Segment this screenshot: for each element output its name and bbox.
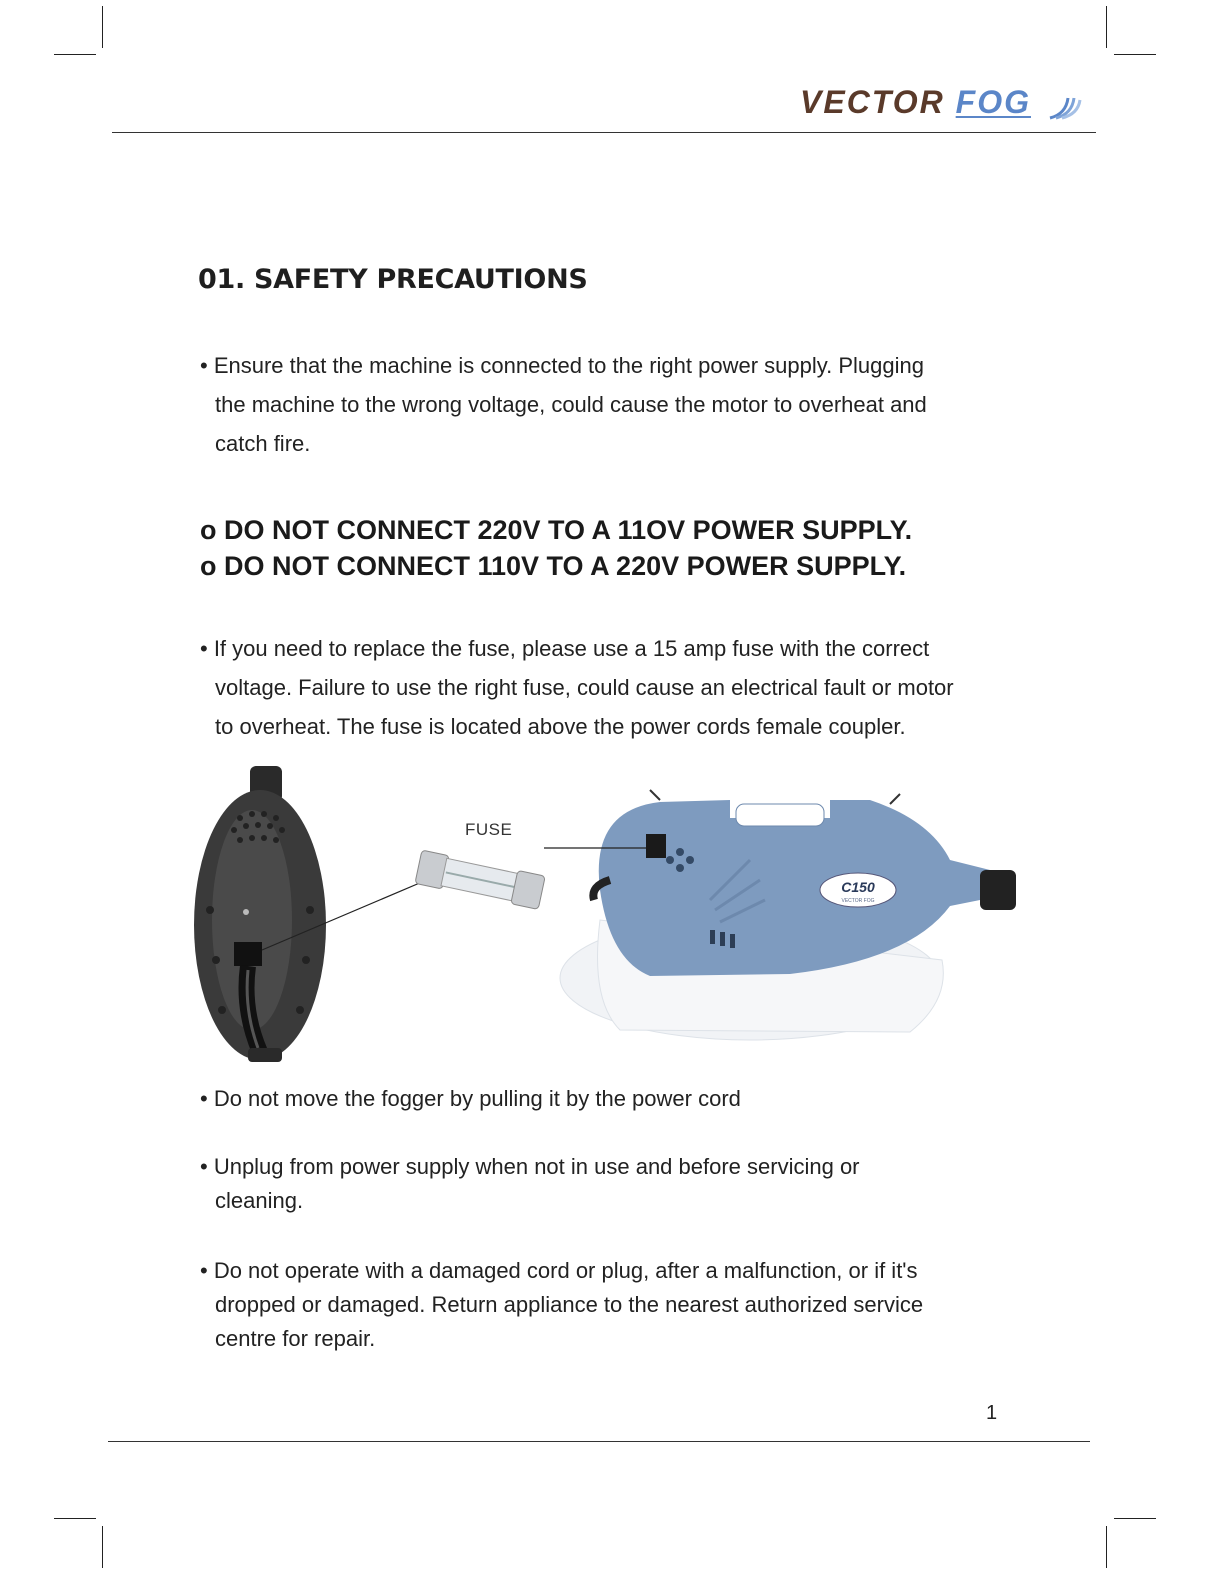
bullet-line: centre for repair. [215,1326,376,1351]
crop-mark-bottom-right-v [1106,1526,1107,1568]
logo-swoosh-icon [1048,96,1082,120]
bullet-line: to overheat. The fuse is located above the power cords female coupler. [215,714,906,739]
bullet-damaged-cord [200,1254,1040,1356]
bullet-power-cord [200,1081,1040,1117]
badge-subtext: VECTOR FOG [841,898,875,904]
warning-line: o DO NOT CONNECT 220V TO A 11OV POWER SUPPLY. [200,515,913,545]
crop-mark-top-left-v [102,6,103,48]
bullet-line: the machine to the wrong voltage, could cause the motor to overheat and [215,392,927,417]
vector-fog-logo [800,84,1100,132]
fuse-icon [415,850,545,909]
crop-mark-top-right-v [1106,6,1107,48]
warning-line: o DO NOT CONNECT 110V TO A 220V POWER SUPPLY. [200,551,907,581]
fogger-illustration [190,760,1030,1070]
bullet-unplug [200,1150,1040,1218]
footer-rule [108,1441,1090,1442]
bullet-line: • Do not move the fogger by pulling it by the power cord [200,1086,741,1111]
header-rule [112,132,1096,133]
crop-mark-bottom-right-h [1114,1518,1156,1519]
crop-mark-top-right-h [1114,54,1156,55]
fogger-side-view [560,790,1016,1040]
bullet-line: • Ensure that the machine is connected to the right power supply. Plugging [200,353,924,378]
logo-primary-text: VECTOR [800,84,945,120]
model-badge: C150 [841,879,875,895]
crop-mark-top-left-h [54,54,96,55]
fuse-figure [190,760,1030,1070]
bullet-power-supply [200,346,1040,463]
fogger-rear-view [194,766,326,1062]
crop-mark-bottom-left-v [102,1526,103,1568]
bullet-line: catch fire. [215,431,311,456]
page-number: 1 [986,1402,998,1424]
bullet-line: • Do not operate with a damaged cord or plug, after a malfunction, or if it's [200,1258,918,1283]
section-title: 01. SAFETY PRECAUTIONS [198,264,588,295]
bullet-line: • If you need to replace the fuse, please use a 15 amp fuse with the correct [200,636,930,661]
bullet-fuse-note [200,629,1040,746]
bullet-line: dropped or damaged. Return appliance to the nearest authorized service [215,1292,924,1317]
fuse-label: FUSE [465,820,513,839]
crop-mark-bottom-left-h [54,1518,96,1519]
logo-secondary-text: FOG [955,84,1031,120]
bullet-line: voltage. Failure to use the right fuse, could cause an electrical fault or motor [215,675,954,700]
bullet-line: cleaning. [215,1188,304,1213]
bullet-line: • Unplug from power supply when not in use and before servicing or [200,1154,860,1179]
